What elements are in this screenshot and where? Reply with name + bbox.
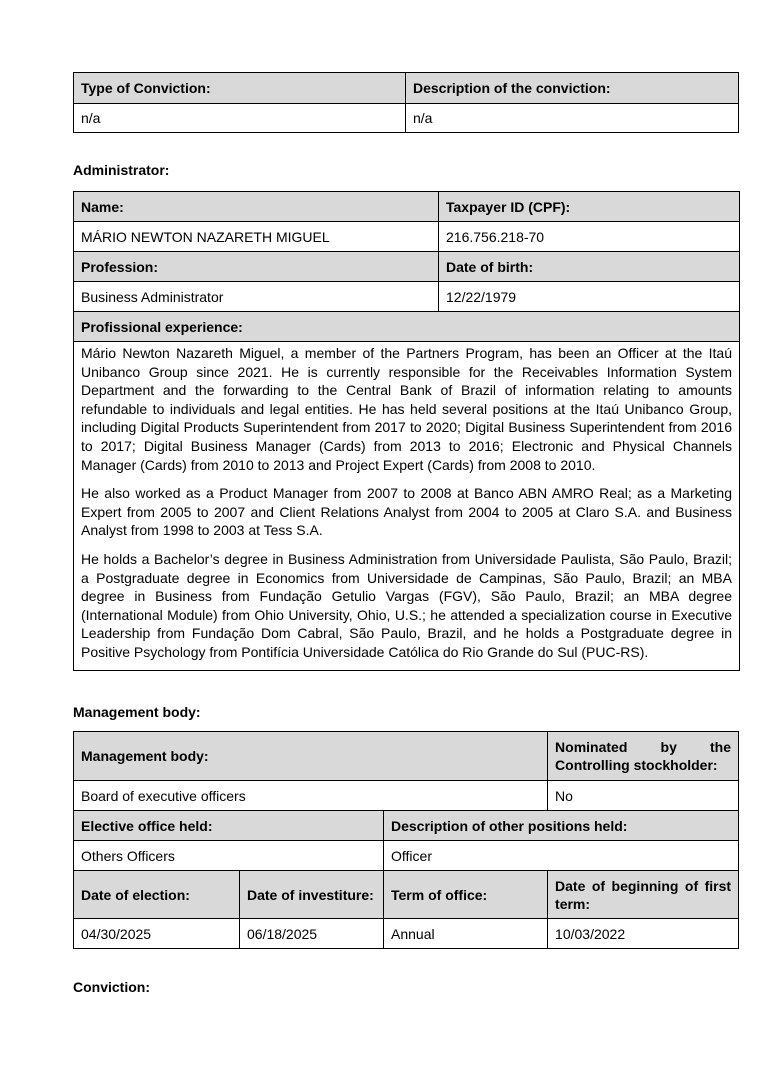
date-of-birth-value: 12/22/1979	[439, 282, 740, 312]
professional-experience-text	[74, 342, 740, 671]
management-body-table	[73, 731, 739, 949]
term-of-office-value: Annual	[384, 919, 548, 949]
nominated-label-line2: Controlling stockholder:	[555, 757, 718, 773]
management-body-section-label: Management body:	[73, 704, 201, 720]
date-of-election-value: 04/30/2025	[74, 919, 240, 949]
name-value: MÁRIO NEWTON NAZARETH MIGUEL	[74, 222, 439, 252]
elective-office-value: Others Officers	[74, 841, 384, 871]
type-of-conviction-header: Type of Conviction:	[74, 73, 406, 104]
conviction-table	[73, 72, 739, 133]
profession-header: Profession:	[74, 252, 439, 282]
other-positions-header: Description of other positions held:	[384, 811, 739, 841]
date-of-election-header: Date of election:	[74, 871, 240, 919]
date-of-investiture-value: 06/18/2025	[240, 919, 384, 949]
administrator-section-label: Administrator:	[73, 162, 170, 178]
taxpayer-id-header: Taxpayer ID (CPF):	[439, 192, 740, 222]
date-of-investiture-header: Date of investiture:	[240, 871, 384, 919]
nominated-value: No	[548, 781, 739, 811]
nominated-label-line1: Nominated by the	[555, 739, 732, 755]
profession-value: Business Administrator	[74, 282, 439, 312]
description-of-conviction-header: Description of the conviction:	[406, 73, 739, 104]
administrator-table	[73, 191, 740, 671]
professional-experience-header: Profissional experience:	[74, 312, 740, 342]
type-of-conviction-value: n/a	[74, 104, 406, 133]
nominated-by-controlling-header	[548, 732, 739, 781]
experience-paragraph: He holds a Bachelor’s degree in Business Administration from Universidade Paulista, São Paulo, Brazil; a Postgraduate degree in Economics from Universidade de Campinas, São Paulo, Brazil; an MBA degree in Business from Fundação Getulio Vargas (FGV), São Paulo, Brazil; an MBA degree (International Module) from Ohio University, Ohio, U.S.; he attended a specialization course in Executive Leadership from Fundação Dom Cabral, São Paulo, Brazil, and he holds a Postgraduate degree in Positive Psychology from Pontifícia Universidade Católica do Rio Grande do Sul (PUC-RS).	[81, 550, 732, 660]
experience-paragraph: Mário Newton Nazareth Miguel, a member of the Partners Program, has been an Officer at the Itaú Unibanco Group since 2021. He is currently responsible for the Receivables Information System Department and the forwarding to the Central Bank of Brazil of information relating to amounts refundable to individuals and legal entities. He has held several positions at the Itaú Unibanco Group, including Digital Products Superintendent from 2017 to 2020; Digital Business Superintendent from 2016 to 2017; Digital Business Manager (Cards) from 2013 to 2016; Electronic and Physical Channels Manager (Cards) from 2010 to 2013 and Project Expert (Cards) from 2008 to 2010.	[81, 345, 732, 473]
management-body-value: Board of executive officers	[74, 781, 548, 811]
first-term-date-value: 10/03/2022	[548, 919, 739, 949]
first-term-date-header: Date of beginning of first term:	[548, 871, 739, 919]
other-positions-value: Officer	[384, 841, 739, 871]
taxpayer-id-value: 216.756.218-70	[439, 222, 740, 252]
conviction-section-label: Conviction:	[73, 979, 150, 995]
description-of-conviction-value: n/a	[406, 104, 739, 133]
date-of-birth-header: Date of birth:	[439, 252, 740, 282]
elective-office-header: Elective office held:	[74, 811, 384, 841]
experience-paragraph: He also worked as a Product Manager from 2007 to 2008 at Banco ABN AMRO Real; as a Marketing Expert from 2005 to 2007 and Client Relations Analyst from 2004 to 2005 at Claro S.A. and Business Analyst from 1998 to 2003 at Tess S.A.	[81, 485, 732, 539]
name-header: Name:	[74, 192, 439, 222]
management-body-header: Management body:	[74, 732, 548, 781]
term-of-office-header: Term of office:	[384, 871, 548, 919]
